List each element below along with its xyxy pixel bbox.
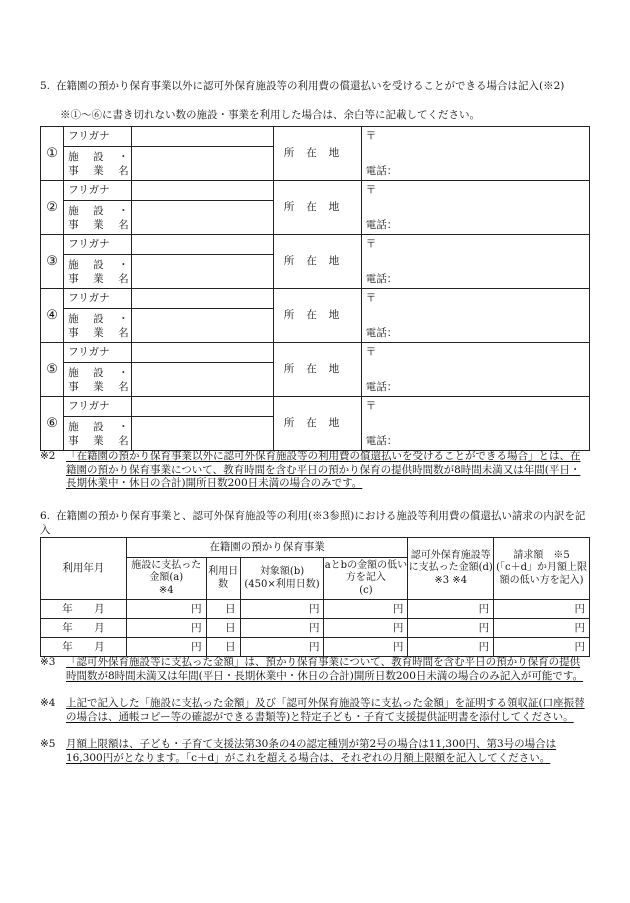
facility-name-input[interactable] xyxy=(132,147,274,181)
furigana-label: フリガナ xyxy=(64,235,132,255)
unlicensed-paid-cell[interactable] xyxy=(408,638,494,657)
phone-label: 電話： xyxy=(365,326,398,339)
footnote-5 xyxy=(40,738,590,765)
year-month-cell[interactable] xyxy=(41,619,127,638)
yen-unit: 円 xyxy=(574,602,585,615)
yen-unit: 円 xyxy=(478,640,490,653)
facility-name-label-line2: 事 業 名 xyxy=(68,272,131,285)
header-claim: 請求額 ※5 (「c＋d」か月額上限額の低い方を記入) xyxy=(494,538,590,600)
facility-row-furigana xyxy=(41,235,590,255)
header-lower-amount: aとbの金額の低い方を記入 (c) xyxy=(324,558,408,600)
yen-unit: 円 xyxy=(392,621,404,634)
lower-amount-cell[interactable] xyxy=(324,619,408,638)
facility-name-label-line1: 施 設 ・ xyxy=(68,420,131,433)
breakdown-table xyxy=(40,537,590,657)
yen-unit: 円 xyxy=(392,640,404,653)
unlicensed-paid-cell[interactable] xyxy=(408,600,494,619)
target-amount-cell[interactable] xyxy=(240,619,324,638)
facility-name-label-line2: 事 業 名 xyxy=(68,434,131,447)
address-label: 所在地 xyxy=(274,397,361,451)
facility-marker: ⑥ xyxy=(41,397,64,451)
unlicensed-paid-cell[interactable] xyxy=(408,619,494,638)
year-month-cell[interactable] xyxy=(41,600,127,619)
footnote-3-text: 「認可外保育施設等に支払った金額」は、預かり保育事業について、教育時間を含む平日の預かり保育の提供時間数が8時間未満又は年間(平日・長期休業中・休日の合計)開所日数200日未満の場合のみ記入が可能です。 xyxy=(66,656,584,682)
facility-name-label-line2: 事 業 名 xyxy=(68,380,131,393)
lower-amount-cell[interactable] xyxy=(324,638,408,657)
yen-unit: 円 xyxy=(574,621,585,634)
section5-title: 在籍園の預かり保育事業以外に認可外保育施設等の利用費の償還払いを受けることができる場合は記入(※2) xyxy=(56,80,565,92)
facility-row-furigana xyxy=(41,343,590,363)
facility-name-label-line2: 事 業 名 xyxy=(68,326,131,339)
phone-label: 電話： xyxy=(365,434,398,447)
facility-row-furigana xyxy=(41,289,590,309)
facility-name-label xyxy=(64,147,132,181)
section6-heading xyxy=(40,509,595,537)
facility-marker: ① xyxy=(41,127,64,181)
footnote-4-mark: ※4 xyxy=(40,697,56,709)
postal-mark: 〒 xyxy=(365,291,377,304)
furigana-input[interactable] xyxy=(132,289,274,309)
section5-number: 5. xyxy=(40,80,51,92)
facility-name-label-line2: 事 業 名 xyxy=(68,218,131,231)
facility-name-input[interactable] xyxy=(132,309,274,343)
furigana-input[interactable] xyxy=(132,343,274,363)
yen-unit: 円 xyxy=(191,621,202,634)
facility-name-label xyxy=(64,255,132,289)
section6-number: 6. xyxy=(40,510,51,522)
yen-unit: 円 xyxy=(191,602,202,615)
month-unit: 月 xyxy=(94,621,105,634)
header-paid-amount: 施設に支払った金額(a) ※4 xyxy=(126,558,206,600)
postal-mark: 〒 xyxy=(365,345,377,358)
target-amount-cell[interactable] xyxy=(240,638,324,657)
postal-mark: 〒 xyxy=(365,399,377,412)
address-label: 所在地 xyxy=(274,343,361,397)
target-amount-cell[interactable] xyxy=(240,600,324,619)
furigana-label: フリガナ xyxy=(64,343,132,363)
facility-name-input[interactable] xyxy=(132,363,274,397)
header-month: 利用年月 xyxy=(41,538,127,600)
yen-unit: 円 xyxy=(478,621,490,634)
facility-marker: ③ xyxy=(41,235,64,289)
footnote-3-mark: ※3 xyxy=(40,656,56,668)
address-cell[interactable] xyxy=(361,235,589,289)
year-unit: 年 xyxy=(62,621,73,634)
year-unit: 年 xyxy=(62,602,73,615)
yen-unit: 円 xyxy=(308,602,320,615)
header-days: 利用日数 xyxy=(206,558,240,600)
address-cell[interactable] xyxy=(361,289,589,343)
yen-unit: 円 xyxy=(191,640,202,653)
address-label: 所在地 xyxy=(274,235,361,289)
furigana-input[interactable] xyxy=(132,235,274,255)
day-unit: 日 xyxy=(225,621,236,634)
yen-unit: 円 xyxy=(392,602,404,615)
furigana-label: フリガナ xyxy=(64,181,132,201)
breakdown-row xyxy=(41,619,590,638)
footnote-4 xyxy=(40,697,590,724)
claim-cell[interactable] xyxy=(494,638,590,657)
footnote-3 xyxy=(40,656,590,683)
paid-amount-cell[interactable] xyxy=(126,638,206,657)
facility-name-label-line1: 施 設 ・ xyxy=(68,366,131,379)
furigana-input[interactable] xyxy=(132,397,274,417)
phone-label: 電話： xyxy=(365,218,398,231)
facility-row-furigana xyxy=(41,127,590,147)
footnote-2 xyxy=(40,450,590,491)
yen-unit: 円 xyxy=(574,640,585,653)
facility-name-label-line1: 施 設 ・ xyxy=(68,312,131,325)
year-month-cell[interactable] xyxy=(41,638,127,657)
days-cell[interactable] xyxy=(206,638,240,657)
footnote-5-mark: ※5 xyxy=(40,738,56,750)
postal-mark: 〒 xyxy=(365,129,377,142)
yen-unit: 円 xyxy=(478,602,490,615)
phone-label: 電話： xyxy=(365,272,398,285)
furigana-label: フリガナ xyxy=(64,289,132,309)
facility-row-furigana xyxy=(41,397,590,417)
postal-mark: 〒 xyxy=(365,237,377,250)
facility-name-label xyxy=(64,309,132,343)
address-label: 所在地 xyxy=(274,127,361,181)
footnote-5-text: 月額上限額は、子ども・子育て支援法第30条の4の認定種別が第2号の場合は11,300円、第3号の場合は16,300円がとなります。「c＋d」がこれを超える場合は、それぞれの月額上限額を記入してください。 xyxy=(66,738,557,764)
header-unlicensed-paid: 認可外保育施設等に支払った金額(d) ※3 ※4 xyxy=(408,538,494,600)
facility-name-label xyxy=(64,417,132,451)
address-label: 所在地 xyxy=(274,289,361,343)
phone-label: 電話： xyxy=(365,164,398,177)
day-unit: 日 xyxy=(225,602,236,615)
address-cell[interactable] xyxy=(361,397,589,451)
paid-amount-cell[interactable] xyxy=(126,619,206,638)
furigana-label: フリガナ xyxy=(64,397,132,417)
furigana-input[interactable] xyxy=(132,127,274,147)
facility-name-input[interactable] xyxy=(132,201,274,235)
yen-unit: 円 xyxy=(308,621,320,634)
facility-name-input[interactable] xyxy=(132,255,274,289)
section5-note: ※①～⑥に書き切れない数の施設・事業を利用した場合は、余白等に記載してください。 xyxy=(60,109,480,121)
facility-name-input[interactable] xyxy=(132,417,274,451)
facility-name-label-line1: 施 設 ・ xyxy=(68,150,131,163)
facility-table xyxy=(40,126,590,451)
facility-marker: ② xyxy=(41,181,64,235)
facility-marker: ⑤ xyxy=(41,343,64,397)
days-cell[interactable] xyxy=(206,600,240,619)
postal-mark: 〒 xyxy=(365,183,377,196)
facility-row-furigana xyxy=(41,181,590,201)
facility-name-label-line1: 施 設 ・ xyxy=(68,258,131,271)
year-unit: 年 xyxy=(62,640,73,653)
claim-cell[interactable] xyxy=(494,600,590,619)
header-target-amount: 対象額(b) (450×利用日数) xyxy=(240,558,324,600)
facility-name-label-line1: 施 設 ・ xyxy=(68,204,131,217)
yen-unit: 円 xyxy=(308,640,320,653)
furigana-input[interactable] xyxy=(132,181,274,201)
facility-name-label-line2: 事 業 名 xyxy=(68,164,131,177)
section5-heading xyxy=(40,79,595,93)
day-unit: 日 xyxy=(225,640,236,653)
month-unit: 月 xyxy=(94,640,105,653)
facility-name-label xyxy=(64,363,132,397)
lower-amount-cell[interactable] xyxy=(324,600,408,619)
month-unit: 月 xyxy=(94,602,105,615)
phone-label: 電話： xyxy=(365,380,398,393)
section6-title: 在籍園の預かり保育事業と、認可外保育施設等の利用(※3参照)における施設等利用費の償還払い請求の内訳を記入 xyxy=(40,510,586,536)
address-cell[interactable] xyxy=(361,181,589,235)
address-label: 所在地 xyxy=(274,181,361,235)
header-kindergarten-group: 在籍園の預かり保育事業 xyxy=(126,538,408,558)
footnote-2-text: 「在籍園の預かり保育事業以外に認可外保育施設等の利用費の償還払いを受けることができる場合」とは、在籍園の預かり保育事業について、教育時間を含む平日の預かり保育の提供時間数が8時間未満又は年間(平日・長期休業中・休日の合計)開所日数200日未満の場合のみです。 xyxy=(66,450,581,489)
address-cell[interactable] xyxy=(361,343,589,397)
footnote-2-mark: ※2 xyxy=(40,450,56,462)
address-cell[interactable] xyxy=(361,127,589,181)
facility-marker: ④ xyxy=(41,289,64,343)
facility-name-label xyxy=(64,201,132,235)
breakdown-row xyxy=(41,638,590,657)
furigana-label: フリガナ xyxy=(64,127,132,147)
paid-amount-cell[interactable] xyxy=(126,600,206,619)
footnote-4-text: 上記で記入した「施設に支払った金額」及び「認可外保育施設等に支払った金額」を証明する領収証(口座振替の場合は、通帳コピー等の確認ができる書類等)と特定子ども・子育て支援提供証明書を添付してください。 xyxy=(66,697,585,723)
days-cell[interactable] xyxy=(206,619,240,638)
claim-cell[interactable] xyxy=(494,619,590,638)
breakdown-row xyxy=(41,600,590,619)
